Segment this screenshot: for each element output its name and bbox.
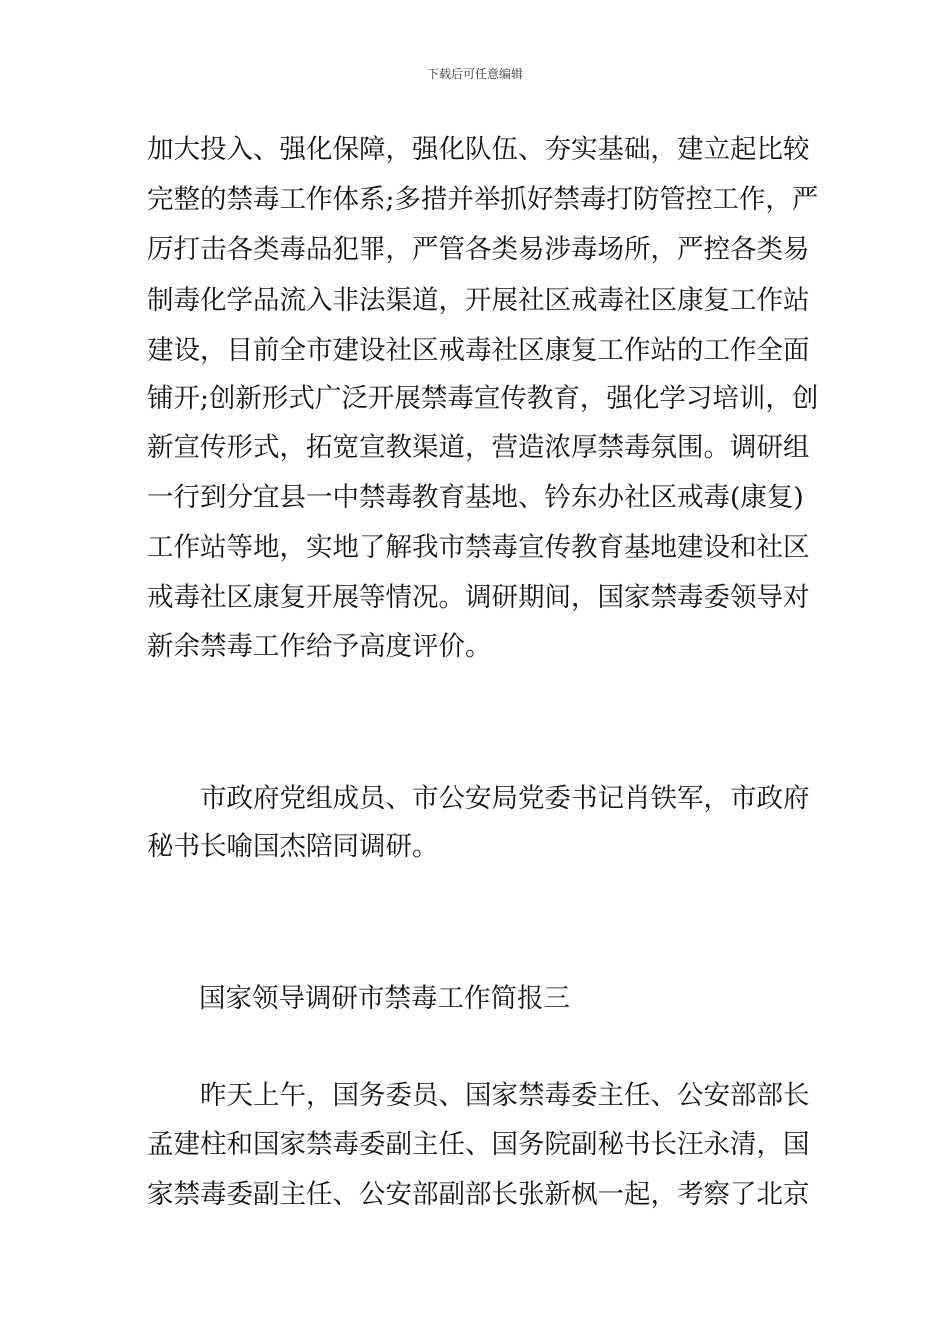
text-line: 家禁毒委副主任、公安部副部长张新枫一起，考察了北京 bbox=[147, 1179, 810, 1210]
text-line: 一行到分宜县一中禁毒教育基地、钤东办社区戒毒(康复) bbox=[147, 482, 804, 513]
text-line: 孟建柱和国家禁毒委副主任、国务院副秘书长汪永清，国 bbox=[147, 1129, 810, 1160]
text-line: 完整的禁毒工作体系;多措并举抓好禁毒打防管控工作，严 bbox=[147, 184, 819, 215]
text-line: 戒毒社区康复开展等情况。调研期间，国家禁毒委领导对 bbox=[147, 582, 810, 613]
text-line: 建设，目前全市建设社区戒毒社区康复工作站的工作全面 bbox=[147, 335, 810, 366]
section-title: 国家领导调研市禁毒工作简报三 bbox=[199, 983, 570, 1014]
text-line: 工作站等地，实地了解我市禁毒宣传教育基地建设和社区 bbox=[147, 532, 810, 563]
text-line: 市政府党组成员、市公安局党委书记肖铁军，市政府 bbox=[200, 783, 810, 814]
text-line: 秘书长喻国杰陪同调研。 bbox=[147, 831, 439, 862]
text-line: 制毒化学品流入非法渠道，开展社区戒毒社区康复工作站 bbox=[147, 285, 810, 316]
text-line: 新余禁毒工作给予高度评价。 bbox=[147, 631, 492, 662]
text-line: 铺开;创新形式广泛开展禁毒宣传教育，强化学习培训，创 bbox=[147, 383, 819, 414]
text-line: 厉打击各类毒品犯罪，严管各类易涉毒场所，严控各类易 bbox=[147, 234, 810, 265]
text-line: 昨天上午，国务委员、国家禁毒委主任、公安部部长 bbox=[200, 1080, 810, 1111]
text-line: 加大投入、强化保障，强化队伍、夯实基础，建立起比较 bbox=[147, 134, 810, 165]
text-line: 新宣传形式，拓宽宣教渠道，营造浓厚禁毒氛围。调研组 bbox=[147, 432, 810, 463]
page-header: 下载后可任意编辑 bbox=[426, 67, 523, 81]
